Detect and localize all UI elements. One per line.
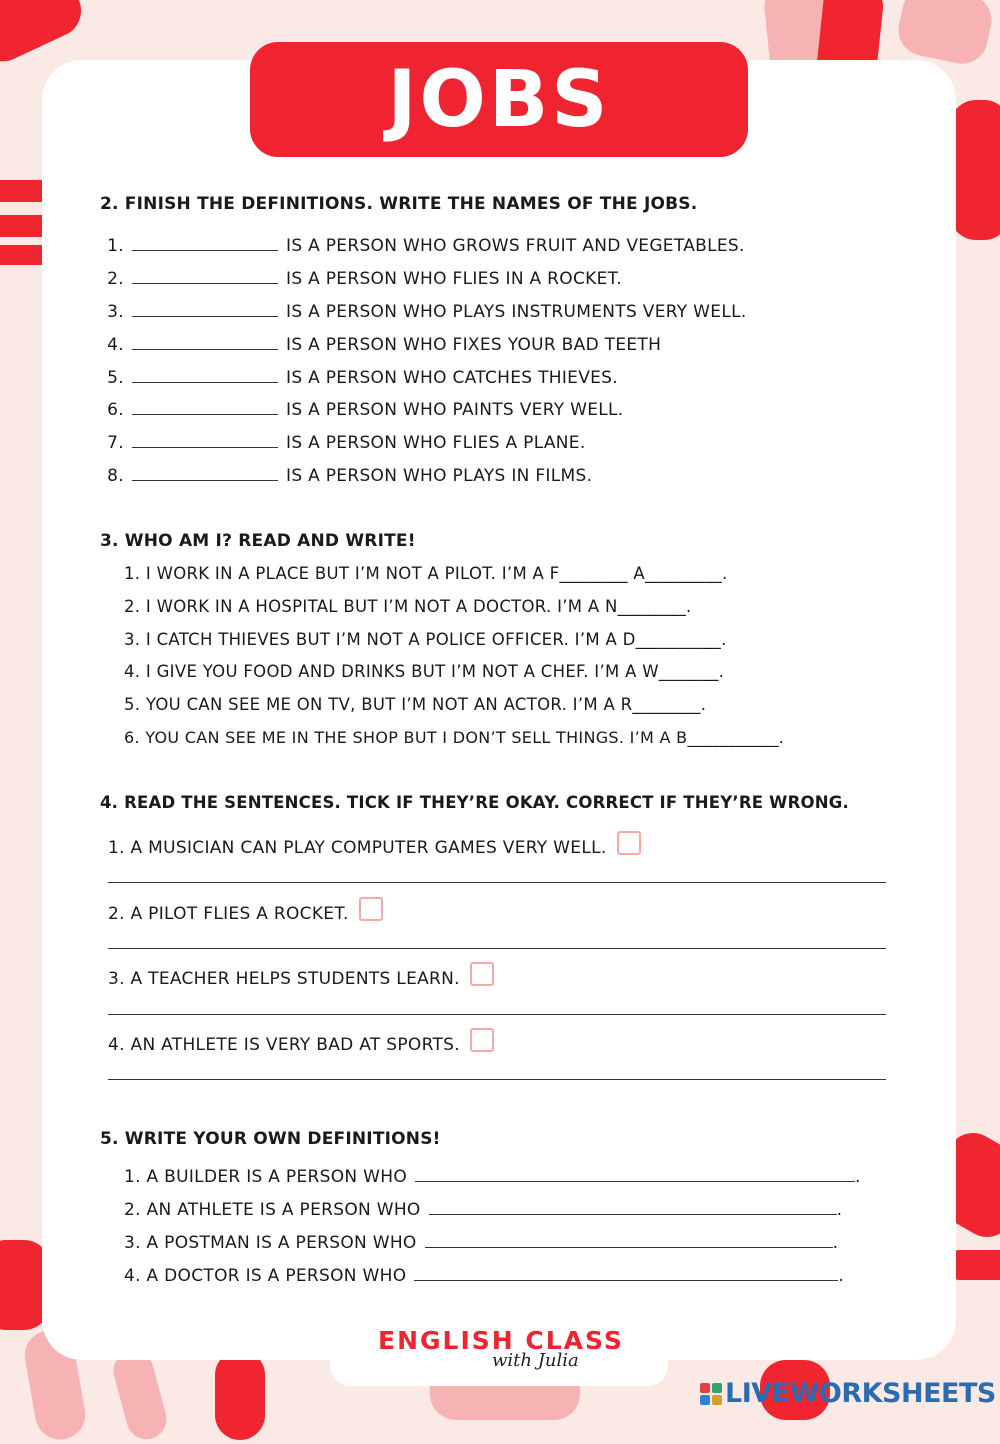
item-number: 4. [107, 335, 124, 355]
answer-line[interactable] [429, 1200, 837, 1215]
item-number: 1. [107, 236, 124, 256]
answer-blank[interactable] [132, 466, 278, 481]
correction-line[interactable] [108, 882, 886, 883]
answer-blank[interactable] [132, 368, 278, 383]
section3-item[interactable]: 3. I CATCH THIEVES BUT I’M NOT A POLICE OFFICER. I’M A D__________. [124, 630, 727, 649]
section2-item [100, 466, 592, 486]
statement-text: 1. A MUSICIAN CAN PLAY COMPUTER GAMES VERY WELL. [108, 838, 607, 858]
answer-blank[interactable] [132, 433, 278, 448]
section4-heading: 4. READ THE SENTENCES. TICK IF THEY’RE OKAY. CORRECT IF THEY’RE WRONG. [100, 793, 849, 812]
section2-item [100, 302, 747, 322]
tick-checkbox[interactable] [617, 831, 641, 855]
section2-item [100, 335, 661, 355]
item-number: 2. [107, 269, 124, 289]
correction-line[interactable] [108, 1079, 886, 1080]
item-number: 5. [107, 368, 124, 388]
liveworksheets-logo[interactable] [700, 1378, 996, 1409]
section3-item[interactable]: 2. I WORK IN A HOSPITAL BUT I’M NOT A DOCTOR. I’M A N________. [124, 597, 692, 616]
period: . [836, 1200, 843, 1220]
item-number: 3. [107, 302, 124, 322]
brand-signature: with Julia [492, 1350, 579, 1371]
statement-text: 4. AN ATHLETE IS VERY BAD AT SPORTS. [108, 1035, 460, 1055]
section2-item [100, 368, 618, 388]
section3-item[interactable]: 1. I WORK IN A PLACE BUT I’M NOT A PILOT. I’M A F________ A_________. [124, 564, 728, 583]
liveworksheets-icon [700, 1383, 722, 1405]
section5-item [124, 1266, 844, 1286]
section2-item [100, 236, 745, 256]
section3-item[interactable]: 5. YOU CAN SEE ME ON TV, BUT I’M NOT AN ACTOR. I’M A R________. [124, 695, 707, 714]
period: . [855, 1167, 861, 1187]
item-text: IS A PERSON WHO FIXES YOUR BAD TEETH [286, 335, 662, 355]
statement-text: 3. A TEACHER HELPS STUDENTS LEARN. [108, 969, 460, 989]
section3-item[interactable]: 4. I GIVE YOU FOOD AND DRINKS BUT I’M NOT A CHEF. I’M A W_______. [124, 662, 725, 681]
section4-item [108, 897, 383, 924]
page-title: JOBS [387, 54, 611, 145]
answer-line[interactable] [414, 1266, 838, 1281]
correction-line[interactable] [108, 1014, 886, 1015]
section2-heading: 2. FINISH THE DEFINITIONS. WRITE THE NAMES OF THE JOBS. [100, 194, 698, 214]
item-text: IS A PERSON WHO CATCHES THIEVES. [286, 368, 618, 388]
definition-prompt: 4. A DOCTOR IS A PERSON WHO [124, 1266, 407, 1286]
section5-item [124, 1167, 861, 1187]
item-number: 7. [107, 433, 124, 453]
section2-item [100, 433, 586, 453]
answer-blank[interactable] [132, 400, 278, 415]
definition-prompt: 1. A BUILDER IS A PERSON WHO [124, 1167, 408, 1187]
period: . [832, 1233, 839, 1253]
period: . [838, 1266, 845, 1286]
liveworksheets-text: LIVEWORKSHEETS [725, 1378, 996, 1409]
item-text: IS A PERSON WHO PLAYS IN FILMS. [286, 466, 593, 486]
section4-item [108, 831, 641, 858]
item-text: IS A PERSON WHO GROWS FRUIT AND VEGETABLES. [286, 236, 745, 256]
item-number: 8. [107, 466, 124, 486]
section4-item [108, 1028, 494, 1055]
section4-item [108, 962, 494, 989]
section2-item [100, 400, 624, 420]
tick-checkbox[interactable] [470, 1028, 494, 1052]
answer-blank[interactable] [132, 269, 278, 284]
definition-prompt: 2. AN ATHLETE IS A PERSON WHO [124, 1200, 421, 1220]
tick-checkbox[interactable] [359, 897, 383, 921]
definition-prompt: 3. A POSTMAN IS A PERSON WHO [124, 1233, 417, 1253]
answer-blank[interactable] [132, 302, 278, 317]
answer-blank[interactable] [132, 236, 278, 251]
answer-blank[interactable] [132, 335, 278, 350]
tick-checkbox[interactable] [470, 962, 494, 986]
section5-item [124, 1233, 838, 1253]
item-text: IS A PERSON WHO PAINTS VERY WELL. [286, 400, 624, 420]
item-number: 6. [107, 400, 124, 420]
section5-heading: 5. WRITE YOUR OWN DEFINITIONS! [100, 1129, 441, 1149]
brand-logo-text: ENGLISH CLASS [378, 1326, 624, 1355]
section3-item[interactable]: 6. YOU CAN SEE ME IN THE SHOP BUT I DON’T SELL THINGS. I’M A B___________. [124, 728, 785, 747]
section2-item [100, 269, 622, 289]
section5-item [124, 1200, 842, 1220]
answer-line[interactable] [415, 1167, 855, 1182]
answer-line[interactable] [425, 1233, 833, 1248]
item-text: IS A PERSON WHO PLAYS INSTRUMENTS VERY WELL. [286, 302, 747, 322]
item-text: IS A PERSON WHO FLIES A PLANE. [286, 433, 586, 453]
correction-line[interactable] [108, 948, 886, 949]
section3-heading: 3. WHO AM I? READ AND WRITE! [100, 531, 416, 551]
item-text: IS A PERSON WHO FLIES IN A ROCKET. [286, 269, 623, 289]
statement-text: 2. A PILOT FLIES A ROCKET. [108, 904, 349, 924]
